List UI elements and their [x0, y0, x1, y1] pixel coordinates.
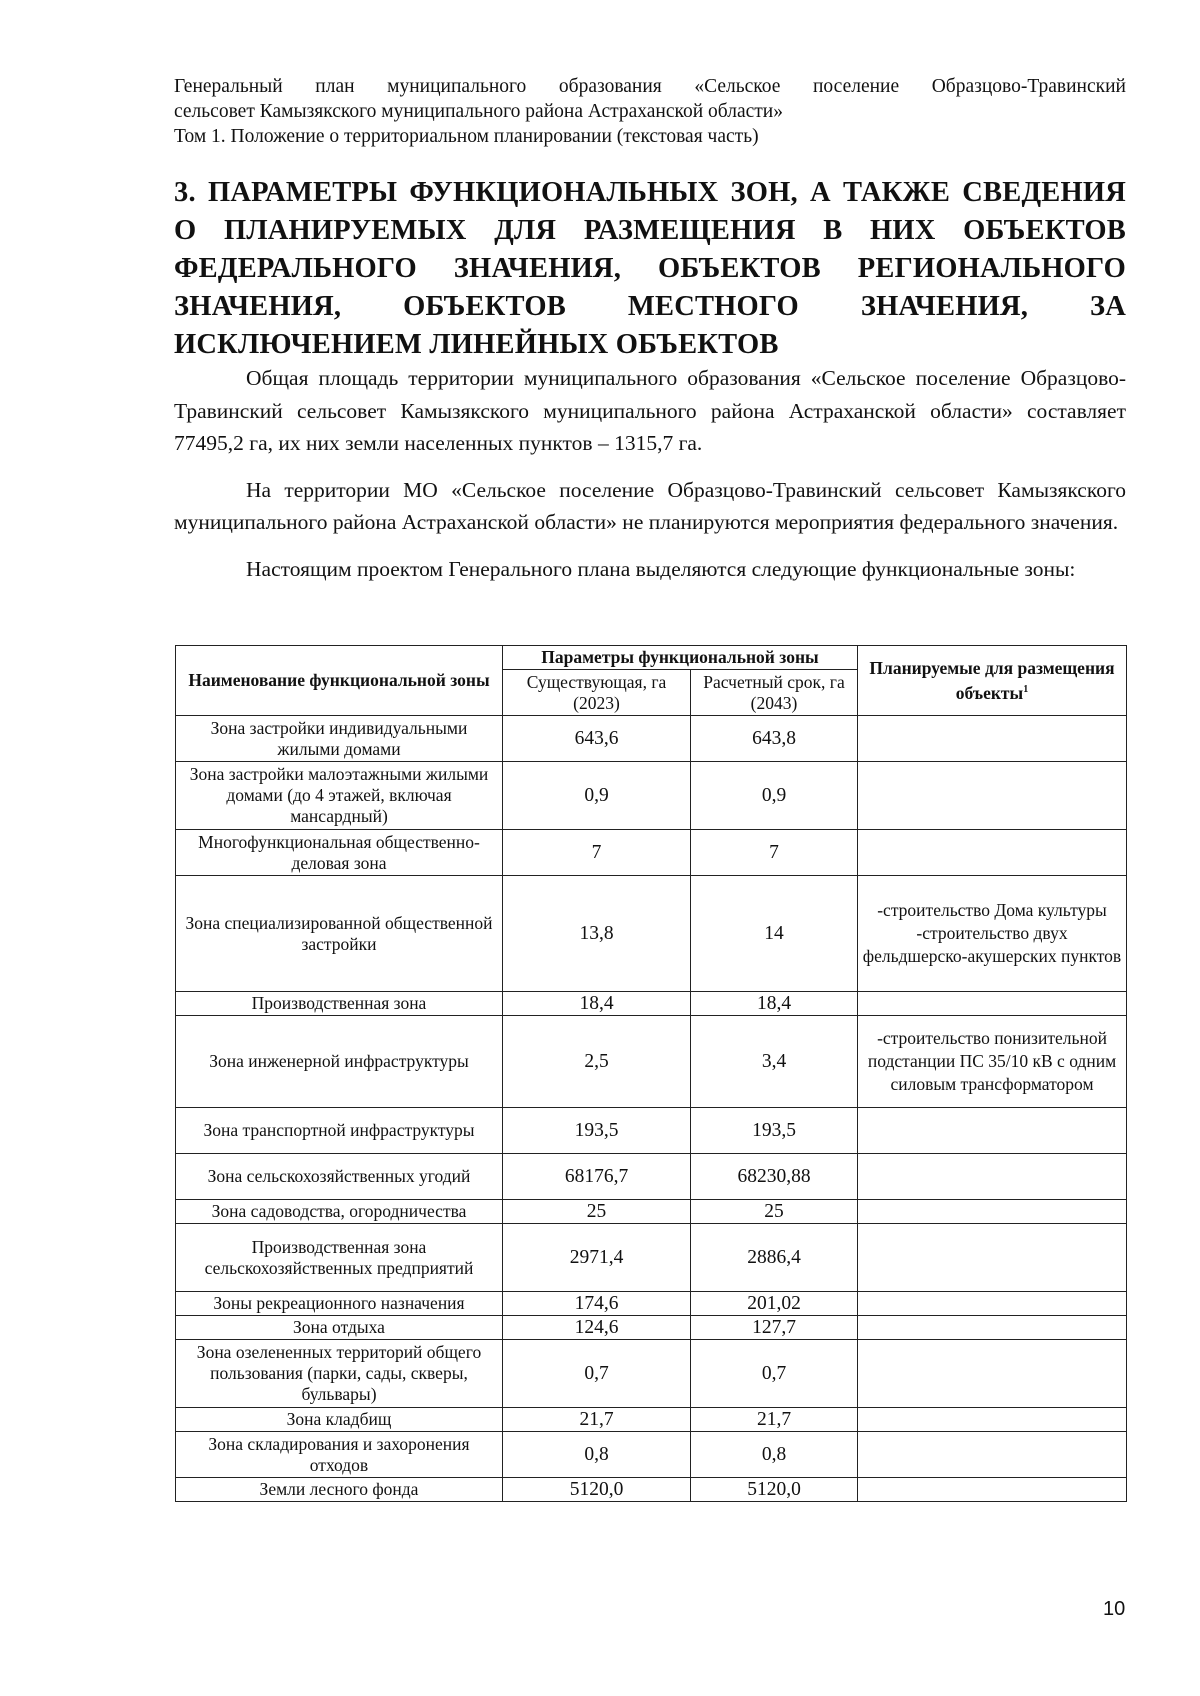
- existing-area-cell: 643,6: [503, 716, 691, 762]
- existing-area-cell: 124,6: [503, 1316, 691, 1340]
- paragraph: Общая площадь территории муниципального образования «Сельское поселение Образцово-Травинский сельсовет Камызякского муниципального района Астраханской области» составляет 77495,2 га, их них земли населенных пунктов – 1315,7 га.: [174, 366, 1126, 455]
- planned-area-cell: 2886,4: [691, 1224, 858, 1292]
- zone-name-cell: Зона транспортной инфраструктуры: [176, 1108, 503, 1154]
- header-existing: Существующая, га (2023): [503, 670, 691, 716]
- table-row: [176, 762, 1127, 830]
- existing-area-cell: 7: [503, 830, 691, 876]
- planned-area-cell: 5120,0: [691, 1478, 858, 1502]
- planned-objects-cell: [858, 1432, 1127, 1478]
- existing-area-cell: 174,6: [503, 1292, 691, 1316]
- planned-objects-cell: [858, 1478, 1127, 1502]
- planned-objects-cell: [858, 1200, 1127, 1224]
- table-row: [176, 830, 1127, 876]
- planned-area-cell: 18,4: [691, 992, 858, 1016]
- table-row: [176, 1154, 1127, 1200]
- planned-objects-cell: [858, 1292, 1127, 1316]
- planned-area-cell: 14: [691, 876, 858, 992]
- zone-name-cell: Производственная зона: [176, 992, 503, 1016]
- running-header-line3: Том 1. Положение о территориальном планировании (текстовая часть): [174, 126, 759, 147]
- existing-area-cell: 21,7: [503, 1408, 691, 1432]
- table-row: [176, 1108, 1127, 1154]
- zone-name-cell: Зона садоводства, огородничества: [176, 1200, 503, 1224]
- existing-area-cell: 0,9: [503, 762, 691, 830]
- table-row: [176, 992, 1127, 1016]
- running-header-line1: Генеральный план муниципального образования «Сельское поселение Образцово-Травинский: [174, 76, 1126, 97]
- planned-objects-cell: -строительство понизительной подстанции ПС 35/10 кВ с одним силовым трансформатором: [858, 1016, 1127, 1108]
- planned-area-cell: 0,9: [691, 762, 858, 830]
- existing-area-cell: 0,8: [503, 1432, 691, 1478]
- zone-name-cell: Зона озелененных территорий общего пользования (парки, сады, скверы, бульвары): [176, 1340, 503, 1408]
- table-row: [176, 716, 1127, 762]
- existing-area-cell: 0,7: [503, 1340, 691, 1408]
- page-number: 10: [1103, 1598, 1126, 1620]
- zone-name-cell: Зона застройки малоэтажными жилыми домами (до 4 этажей, включая мансардный): [176, 762, 503, 830]
- existing-area-cell: 193,5: [503, 1108, 691, 1154]
- zone-name-cell: Зона сельскохозяйственных угодий: [176, 1154, 503, 1200]
- table-row: [176, 1016, 1127, 1108]
- existing-area-cell: 2,5: [503, 1016, 691, 1108]
- header-planned-objects: [858, 646, 1127, 716]
- section-heading: [174, 174, 1126, 364]
- running-header: [174, 74, 1126, 149]
- table-row: [176, 1292, 1127, 1316]
- body-text: [174, 362, 1126, 585]
- existing-area-cell: 5120,0: [503, 1478, 691, 1502]
- planned-objects-cell: [858, 1108, 1127, 1154]
- paragraph: На территории МО «Сельское поселение Образцово-Травинский сельсовет Камызякского муниципального района Астраханской области» не планируются мероприятия федерального значения.: [174, 477, 1126, 534]
- planned-objects-cell: [858, 830, 1127, 876]
- planned-area-cell: 25: [691, 1200, 858, 1224]
- table-header: [176, 646, 1127, 716]
- section-number: 3.: [174, 177, 196, 208]
- existing-area-cell: 13,8: [503, 876, 691, 992]
- zone-name-cell: Зона застройки индивидуальными жилыми домами: [176, 716, 503, 762]
- section-title: ПАРАМЕТРЫ ФУНКЦИОНАЛЬНЫХ ЗОН, А ТАКЖЕ СВЕДЕНИЯ О ПЛАНИРУЕМЫХ ДЛЯ РАЗМЕЩЕНИЯ В НИХ ОБЪЕКТОВ ФЕДЕРАЛЬНОГО ЗНАЧЕНИЯ, ОБЪЕКТОВ РЕГИОНАЛЬНОГО ЗНАЧЕНИЯ, ОБЪЕКТОВ МЕСТНОГО ЗНАЧЕНИЯ, ЗА ИСКЛЮЧЕНИЕМ ЛИНЕЙНЫХ ОБЪЕКТОВ: [174, 177, 1127, 360]
- table-row: [176, 1224, 1127, 1292]
- planned-objects-cell: [858, 1408, 1127, 1432]
- footnote-marker: 1: [1023, 683, 1029, 695]
- planned-area-cell: 0,7: [691, 1340, 858, 1408]
- table-row: [176, 1200, 1127, 1224]
- table-row: [176, 1408, 1127, 1432]
- paragraph: Настоящим проектом Генерального плана выделяются следующие функциональные зоны:: [246, 556, 1076, 581]
- planned-area-cell: 0,8: [691, 1432, 858, 1478]
- planned-area-cell: 643,8: [691, 716, 858, 762]
- existing-area-cell: 2971,4: [503, 1224, 691, 1292]
- planned-objects-cell: [858, 992, 1127, 1016]
- planned-area-cell: 127,7: [691, 1316, 858, 1340]
- zone-name-cell: Зоны рекреационного назначения: [176, 1292, 503, 1316]
- planned-objects-cell: -строительство Дома культуры -строительство двух фельдшерско-акушерских пунктов: [858, 876, 1127, 992]
- header-planned: Расчетный срок, га (2043): [691, 670, 858, 716]
- zone-name-cell: Многофункциональная общественно-деловая зона: [176, 830, 503, 876]
- planned-objects-cell: [858, 1154, 1127, 1200]
- zone-name-cell: Зона инженерной инфраструктуры: [176, 1016, 503, 1108]
- zone-name-cell: Зона отдыха: [176, 1316, 503, 1340]
- existing-area-cell: 25: [503, 1200, 691, 1224]
- planned-objects-cell: [858, 1340, 1127, 1408]
- planned-area-cell: 201,02: [691, 1292, 858, 1316]
- table-body: [176, 716, 1127, 1502]
- planned-area-cell: 3,4: [691, 1016, 858, 1108]
- planned-area-cell: 7: [691, 830, 858, 876]
- table-row: [176, 1340, 1127, 1408]
- table-row: [176, 1478, 1127, 1502]
- header-zone-name: Наименование функциональной зоны: [176, 646, 503, 716]
- existing-area-cell: 68176,7: [503, 1154, 691, 1200]
- zone-name-cell: Зона кладбищ: [176, 1408, 503, 1432]
- header-params-group: Параметры функциональной зоны: [503, 646, 858, 670]
- zone-name-cell: Производственная зона сельскохозяйственных предприятий: [176, 1224, 503, 1292]
- planned-objects-cell: [858, 762, 1127, 830]
- planned-objects-cell: [858, 716, 1127, 762]
- table-row: [176, 1316, 1127, 1340]
- planned-objects-cell: [858, 1224, 1127, 1292]
- planned-area-cell: 193,5: [691, 1108, 858, 1154]
- table-row: [176, 1432, 1127, 1478]
- running-header-line2: сельсовет Камызякского муниципального района Астраханской области»: [174, 101, 783, 122]
- zone-name-cell: Зона складирования и захоронения отходов: [176, 1432, 503, 1478]
- functional-zones-table: [175, 645, 1127, 1502]
- zone-name-cell: Земли лесного фонда: [176, 1478, 503, 1502]
- planned-area-cell: 68230,88: [691, 1154, 858, 1200]
- header-planned-objects-label: Планируемые для размещения объекты: [869, 657, 1115, 703]
- planned-area-cell: 21,7: [691, 1408, 858, 1432]
- table-row: [176, 876, 1127, 992]
- existing-area-cell: 18,4: [503, 992, 691, 1016]
- planned-objects-cell: [858, 1316, 1127, 1340]
- zone-name-cell: Зона специализированной общественной застройки: [176, 876, 503, 992]
